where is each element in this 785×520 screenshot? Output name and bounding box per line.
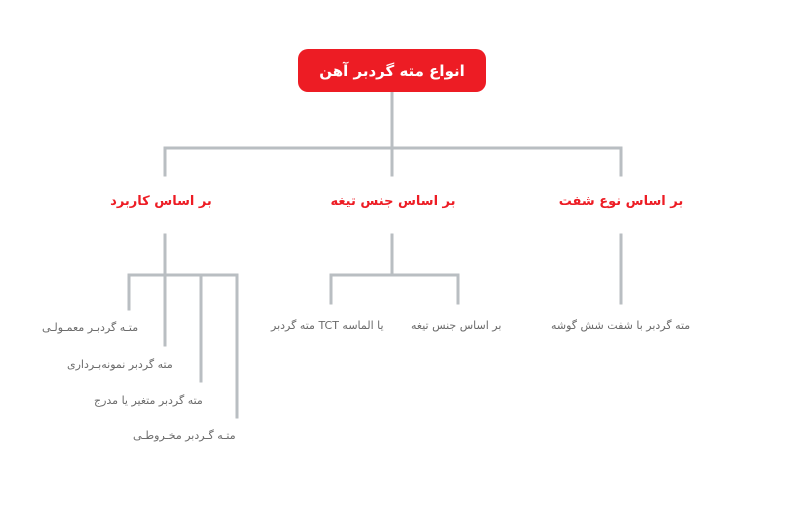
branch-title-blade: بر اساس جنس تیغه <box>330 194 456 209</box>
leaf-sampling: مته گردبر نمونه‌بـرداری <box>67 358 173 371</box>
branch-title-shaft: بر اساس نوع شفت <box>558 194 684 209</box>
leaf-variable: مته گردبر متغیر یا مدرج <box>94 394 203 407</box>
leaf-conical: متـه گـردبر مخـروطـی <box>133 429 236 442</box>
leaf-hex-shaft: مته گردبر با شفت شش گوشه <box>551 319 691 332</box>
leaf-blade-material: بر اساس جنس تیغه <box>411 319 502 332</box>
root-label: انواع مته گردبر آهن <box>319 61 465 80</box>
leaf-standard: متـه گردبـر معمـولـی <box>42 321 139 334</box>
branch-title-usage: بر اساس کاربرد <box>110 194 212 209</box>
leaf-tct-diamond: یا الماسه TCT مته گردبر <box>271 319 384 332</box>
root-node <box>298 49 486 92</box>
